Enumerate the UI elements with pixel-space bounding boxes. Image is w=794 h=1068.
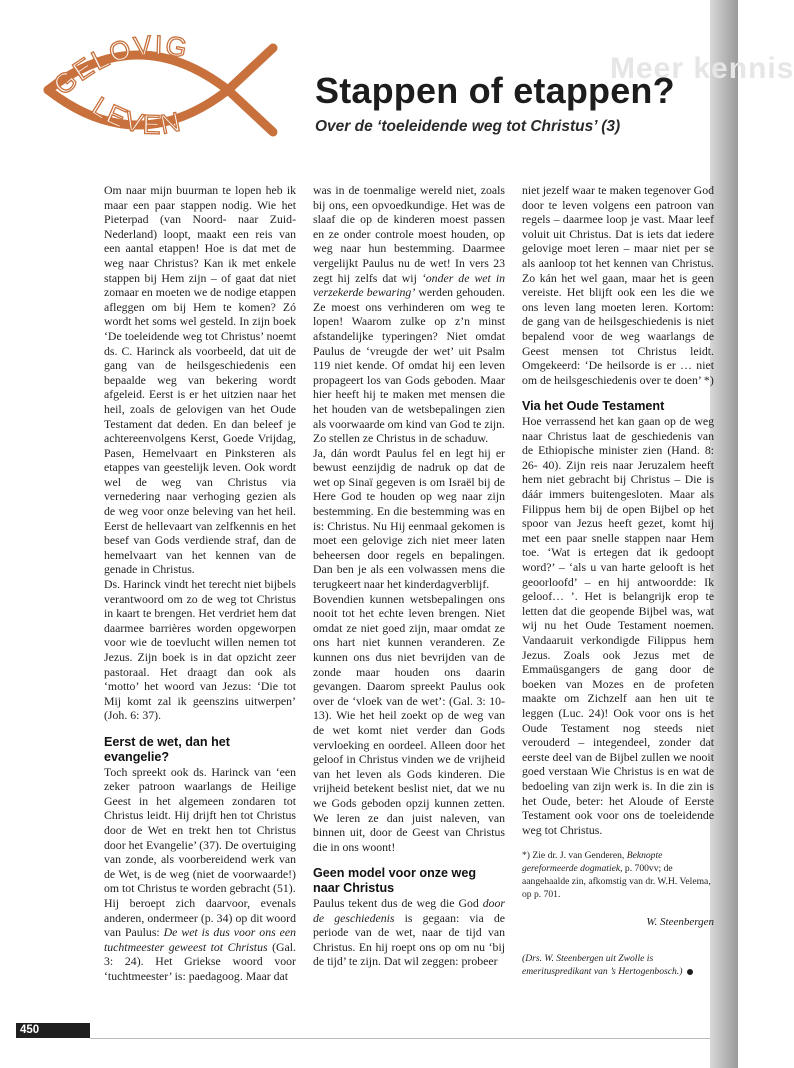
text-column-1 [104,183,296,983]
text-column-2 [313,183,505,969]
paragraph: niet jezelf waar te maken tegenover God door te leven volgens een patroon van regels – daarmee loop je vast. Maar leef voluit uit Christus. Dat is iets dat iedere gelovige moet leren – maar niet per se als aanloop tot het kennen van Christus. Zo kán het wel gaan, maar het is geen vereiste. Het blijft ook een les die we ons leven lang moeten leren. Kortom: de gang van de heilsgeschiedenis is niet bepalend voor de weg waarlangs de Geest mensen tot Christus leidt. Omgekeerd: ‘De heilsorde is er … niet om de heilsgeschiedenis over te doen’ *) [522,183,714,387]
text-column-3 [522,183,714,978]
svg-text:GELOVIG [48,30,191,101]
paragraph: was in de toenmalige wereld niet, zoals bij ons, een opvoedkundige. Het was de slaaf die op de kinderen moest passen en ze onder controle moest houden, op weg naar hun bestemming. Daarmee vergelijkt Paulus nu de wet! In vers 23 zegt hij zelfs dat wij ‘onder de wet in verzekerde bewaring’ werden gehouden. Ze moest ons verhinderen om weg te lopen! Waarom zulke op z’n minst afstandelijke typeringen? Niet omdat Paulus de ‘vreugde der wet’ uit Psalm 119 niet kende. Of omdat hij een leven propageert los van Gods geboden. Maar hier heeft hij te maken met mensen die het houden van de wetsbepalingen zien als voorwaarde om kind van God te zijn. Zo stellen ze Christus in de schaduw. [313,183,505,446]
paragraph: Ja, dán wordt Paulus fel en legt hij er bewust eenzijdig de nadruk op dat de wet op Sinaï gegeven is om Israël bij de Here God te houden op weg naar zijn bestemming. En die bestemming was en is: Christus. Nu Hij eenmaal gekomen is moet een gelovige zich niet meer laten beheersen door regels en bepalingen. Dan ben je als een volwassen mens die terugkeert naar het kinderdagverblijf. [313,445,505,592]
article-subtitle: Over de ‘toeleidende weg tot Christus’ (3) [315,118,621,135]
footnote: *) Zie dr. J. van Genderen, Beknopte gereformeerde dogmatiek, p. 700vv; de aangehaalde zin, afkomstig van dr. W.H. Velema, op p. 701. [522,850,711,901]
section-heading: Geen model voor onze weg naar Christus [313,866,477,896]
footer-divider [90,1038,710,1039]
paragraph: Ds. Harinck vindt het terecht niet bijbels verantwoord om zo de weg tot Christus in kaart te brengen. Het verdriet hem dat daarmee barrières worden opgeworpen voor wie de toevlucht willen nemen tot Jezus. Zijn boek is in dat opzicht zeer pastoraal. Het draagt dan ook als ‘motto’ het woord van Jezus: ‘Die tot Mij komt zal ik geenszins uitwerpen’ (Joh. 6: 37). [104,577,296,723]
paragraph: Hij beroept zich daarvoor, evenals anderen, ondermeer (p. 34) op dit woord van Paulus: De wet is dus voor ons een tuchtmeester geweest tot Christus (Gal. 3: 24). Het Griekse woord voor ‘tuchtmeester’ is: paedagoog. Maar dat [104,895,296,983]
page-number-badge [16,1023,90,1038]
logo-text-leven: LEVEN [86,91,185,140]
section-heading: Via het Oude Testament [522,399,665,414]
paragraph: Om naar mijn buurman te lopen heb ik maar een paar stappen nodig. Wie het Pieterpad (van Noord- naar Zuid-Nederland) loopt, maakt een reis van een aantal etappen! Hoe is dat met de weg naar Christus? Kan ik met enkele stappen bij Hem zijn – of gaat dat niet zomaar en moeten we de nodige etappen afleggen om bij Hem te komen? Zó wordt het soms wel gesteld. In zijn boek ‘De toeleidende weg tot Christus’ noemt ds. C. Harinck als voorbeeld, dat uit de gang van de heilsgeschiedenis een bepaalde weg van bekering wordt afgeleid. Eerst is er het uitzien naar het heil, zoals de gelovigen van het Oude Testament dat deden. En dan beleef je achtereenvolgens Kerst, Goede Vrijdag, Pasen, Hemelvaart en Pinksteren als etappes van geestelijk leven. Ook wordt wel de weg van Christus via vernedering naar verhoging gezien als de weg voor onze beleving van het heil. Eerst de hellevaart van zelfkennis en het besef van Gods verdiende straf, dan de hemelvaart van het kennen van de genade in Christus. [104,183,296,577]
paragraph: Hoe verrassend het kan gaan op de weg naar Christus laat de geschiedenis van de Ethiopische minister zien (Hand. 8: 26- 40). Zijn reis naar Jeruzalem heeft hem niet gebracht bij Christus – Die is dáár immers buitengesloten. Maar als Filippus hem bij de open Bijbel op het spoor van Jezus heeft gezet, komt hij met een paar snelle stappen naar Hem toe. ‘Wat is ertegen dat ik gedoopt word?’ – ‘als u van harte gelooft is het geoorloofd’ – en hij antwoordde: Ik geloof… ’. Het is belangrijk erop te letten dat die geopende Bijbel was, wat wij nu het Oude Testament noemen. Vandaaruit verkondigde Filippus hem Jezus. Zoals ook Jezus met de Emmaüsgangers de gang door de boeken van Mozes en de profeten maakte om Zichzelf aan hen uit te leggen (Luc. 24)! Ook voor ons is het Oude Testament nog steeds niet verouderd – integendeel, zonder dat eerste deel van de Bijbel zullen we nooit goed verstaan Wie Christus is en wat de bedoeling van zijn werk is. In die zin is het Oude, beter: het Aloude of Eerste Testament ook voor ons de toeleidende weg tot Christus. [522,414,714,837]
author-signature: W. Steenbergen [646,916,714,929]
logo-text-gelovig: GELOVIG [47,30,192,102]
article-title: Stappen of etappen? [315,70,675,111]
paragraph: Paulus tekent dus de weg die God door de geschiedenis is gegaan: via de periode van de wet, naar de tijd van Christus. En hij roept ons op om nu ‘bij de tijd’ te zijn. Dat wil zeggen: probeer [313,895,505,969]
author-bio: (Drs. W. Steenbergen uit Zwolle is emerituspredikant van ’s Hertogenbosch.) [522,952,714,978]
end-of-article-bullet-icon [687,969,693,975]
svg-text:LEVEN [87,91,185,140]
gelovig-leven-fish-logo [28,30,278,150]
page-edge-shadow [710,0,738,1068]
faded-background-heading: Meer kennis [610,52,794,85]
paragraph: Toch spreekt ook ds. Harinck van ‘een zeker patroon waarlangs de Heilige Geest in het algemeen zondaren tot Christus leidt. Hij drijft hen tot Christus door de Wet en trekt hen tot Christus door het Evangelie’ (37). De overtuiging van zonde, als voorbereidend werk van de Wet, is de weg (niet de voorwaarde!) om tot Christus te worden gebracht (51). [104,764,296,896]
section-heading: Eerst de wet, dan het evangelie? [104,734,230,764]
paragraph: Bovendien kunnen wetsbepalingen ons nooit tot het echte leven brengen. Niet omdat ze niet goed zijn, maar omdat ze ons hart niet kunnen veranderen. Ze kunnen ons dus niet bevrijden van de zonde maar houden ons daarin gevangen. Daarom spreekt Paulus ook over de ‘vloek van de wet’: (Gal. 3: 10- 13). Wie het heil zoekt op de weg van de wet komt niet verder dan Gods vervloeking en oordeel. Alleen door het geloof in Christus vinden we de vrijheid van het leven als Gods kinderen. Die vrijheid betekent beslist niet, dat we nu we Gods geboden opzij kunnen zetten. We leren ze dan juist naleven, van binnen uit, door de Geest van Christus die in ons woont! [313,591,505,854]
page-number: 450 [20,1024,40,1036]
